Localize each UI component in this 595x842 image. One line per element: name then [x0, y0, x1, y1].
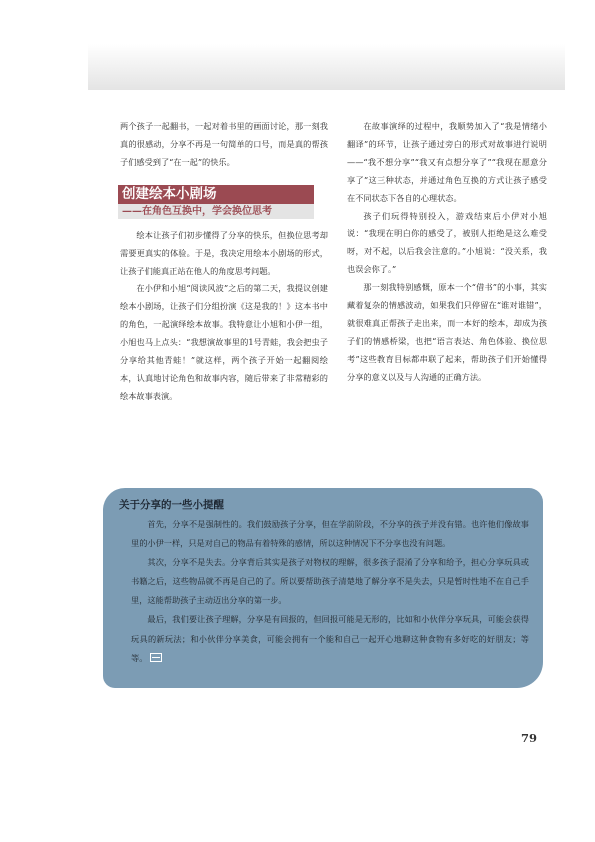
body-paragraph: 那一刻我特别感慨，原本一个“借书”的小事，其实藏着复杂的情感波动，如果我们只停留在“谁对谁错”，就很难真正帮孩子走出来，而一本好的绘本，却成为孩子们的情感桥梁，也把“语言表达、角色体验、换位思考”这些教育目标都串联了起来，帮助孩子们开始懂得分享的意义以及与人沟通的正确方法。 — [347, 282, 547, 382]
section-title: 创建绘本小剧场 — [118, 185, 314, 204]
body-paragraph: 孩子们玩得特别投入，游戏结束后小伊对小旭说：“我现在明白你的感受了，被别人拒绝是这么难受呀，对不起，以后我会注意的。”小旭说：“没关系，我也误会你了。” — [347, 210, 547, 275]
left-column — [120, 118, 328, 406]
tip-box-title: 关于分享的一些小提醒 — [119, 499, 224, 511]
page-number: 79 — [521, 731, 538, 745]
section-subtitle: ——在角色互换中，学会换位思考 — [118, 204, 314, 219]
tip-paragraph-text: 最后，我们要让孩子理解，分享是有回报的，但回报可能是无形的，比如和小伙伴分享玩具，可能会获得玩具的新玩法；和小伙伴分享美食，可能会拥有一个能和自己一起开心地聊这种食物有多好吃的好朋友；等等。 — [131, 614, 529, 663]
tip-paragraph — [131, 610, 529, 667]
end-mark-icon — [150, 653, 162, 662]
section-heading — [118, 185, 314, 219]
header-band — [88, 44, 565, 90]
intro-paragraph: 两个孩子一起翻书，一起对着书里的画面讨论，那一刻我真的很感动，分享不再是一句简单的口号，而是真的帮孩子们感受到了“在一起”的快乐。 — [120, 121, 328, 167]
body-paragraph: 绘本让孩子们初步懂得了分享的快乐，但换位思考却需要更真实的体验。于是，我决定用绘本小剧场的形式，让孩子们能真正站在他人的角度思考问题。 — [120, 229, 328, 276]
tip-paragraph: 其次，分享不是失去。分享背后其实是孩子对物权的理解，很多孩子混淆了分享和给予，担心分享玩具或书籍之后，这些物品就不再是自己的了。所以要帮助孩子清楚地了解分享不是失去，只是暂时性地不在自己手里，这能帮助孩子主动迈出分享的第一步。 — [131, 557, 529, 606]
tip-box — [119, 497, 529, 668]
body-paragraph: 在故事演绎的过程中，我顺势加入了“我是情绪小翻译”的环节，让孩子通过旁白的形式对故事进行说明——“我不想分享”“我又有点想分享了”“我现在愿意分享了”这三种状态，并通过角色互换的方式让孩子感受在不同状态下各自的心理状态。 — [347, 121, 547, 203]
right-column — [347, 118, 547, 387]
body-paragraph: 在小伊和小旭“阅读风波”之后的第二天，我提议创建绘本小剧场，让孩子们分组扮演《这是我的！》这本书中的角色，一起演绎绘本故事。我特意让小旭和小伊一组，小旭也马上点头：“我想演故事里的1号青蛙，我会把虫子分享给其他青蛙！”就这样，两个孩子开始一起翻阅绘本，认真地讨论角色和故事内容，随后带来了非常精彩的绘本故事表演。 — [120, 283, 328, 401]
tip-paragraph: 首先，分享不是强制性的。我们鼓励孩子分享，但在学前阶段，不分享的孩子并没有错。也许他们像故事里的小伊一样，只是对自己的物品有着特殊的感情，所以这种情况下不分享也没有问题。 — [131, 519, 529, 549]
